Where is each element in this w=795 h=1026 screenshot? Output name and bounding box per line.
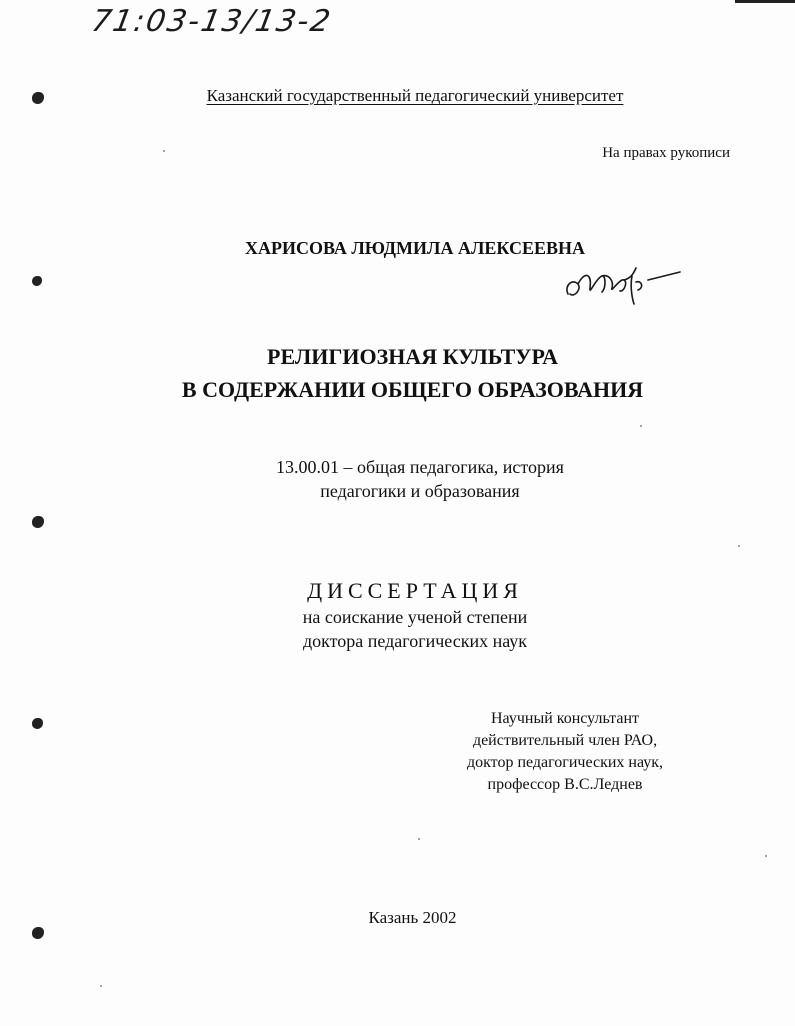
binding-hole-mark xyxy=(32,516,44,528)
binding-hole-mark xyxy=(32,92,44,104)
dissertation-title xyxy=(140,340,685,406)
binding-hole-mark xyxy=(32,718,43,729)
scientific-consultant xyxy=(440,708,690,796)
scan-speck xyxy=(640,425,642,427)
scan-speck xyxy=(738,545,740,547)
consultant-line-4: профессор В.С.Леднев xyxy=(487,776,643,793)
scan-speck xyxy=(765,855,767,857)
dissertation-heading: ДИССЕРТАЦИЯ xyxy=(307,578,523,603)
title-line-1: РЕЛИГИОЗНАЯ КУЛЬТУРА xyxy=(267,344,558,369)
degree-line-1: на соискание ученой степени xyxy=(302,607,528,627)
degree-line-2: доктора педагогических наук xyxy=(302,631,528,651)
city-year: Казань 2002 xyxy=(368,908,457,927)
consultant-line-2: действительный член РАО, xyxy=(472,732,658,749)
handwritten-signature xyxy=(562,258,692,308)
title-line-2: В СОДЕРЖАНИИ ОБЩЕГО ОБРАЗОВАНИЯ xyxy=(181,377,644,402)
degree-description xyxy=(180,605,650,653)
specialty-code xyxy=(190,455,650,503)
consultant-line-1: Научный консультант xyxy=(491,710,639,727)
scan-edge-mark xyxy=(735,0,795,3)
consultant-line-3: доктор педагогических наук, xyxy=(466,754,664,771)
specialty-line-1: 13.00.01 – общая педагогика, история xyxy=(276,457,564,477)
scan-speck xyxy=(100,985,102,987)
archive-code: 71:03-13/13-2 xyxy=(88,4,335,39)
specialty-line-2: педагогики и образования xyxy=(320,481,520,501)
binding-hole-mark xyxy=(32,276,42,286)
university-name: Казанский государственный педагогический университет xyxy=(206,86,624,105)
scan-speck xyxy=(163,150,165,152)
binding-hole-mark xyxy=(32,927,44,939)
scan-speck xyxy=(418,838,420,840)
author-name: ХАРИСОВА ЛЮДМИЛА АЛЕКСЕЕВНА xyxy=(244,238,585,258)
rights-note: На правах рукописи xyxy=(602,145,730,161)
